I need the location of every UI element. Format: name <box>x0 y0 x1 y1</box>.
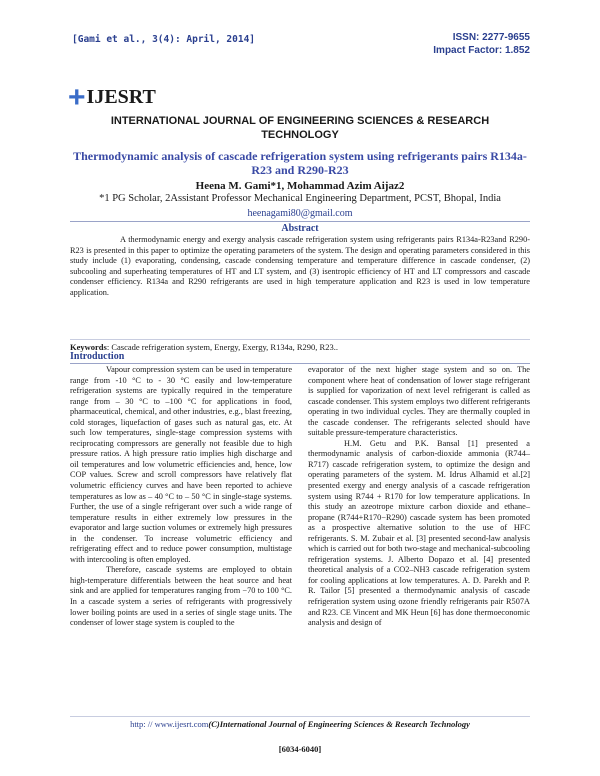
page-range: [6034-6040] <box>278 744 322 754</box>
abstract-section <box>70 221 530 299</box>
journal-title: INTERNATIONAL JOURNAL OF ENGINEERING SCIENCES & RESEARCH TECHNOLOGY <box>110 115 490 141</box>
authors: Heena M. Gami*1, Mohammad Azim Aijaz2 <box>195 180 405 192</box>
abstract-heading: Abstract <box>281 223 319 234</box>
impact-factor: Impact Factor: 1.852 <box>433 45 530 56</box>
issn: ISSN: 2277-9655 <box>452 32 530 43</box>
footer <box>70 716 530 729</box>
logo-name: IJESRT <box>86 86 156 108</box>
footer-text: (C)International Journal of Engineering Sciences & Research Technology <box>208 719 470 729</box>
introduction-heading: Introduction <box>70 351 530 364</box>
issn-block <box>433 31 530 57</box>
paragraph: H.M. Getu and P.K. Bansal [1] presented a thermodynamic analysis of carbon-dioxide ammonia (R744–R717) cascade refrigeration system, to optimize the design and operating parameters of the system. M. Idrus Alhamid et al.[2] presented exergy and energy analysis of a cascade refrigeration system using R744 + R170 for low temperature applications. In this study an azeotrope mixture carbon dioxide and ethane–propane (R744+R170−R290) cascade system has been promoted as a prospective alternative solution to the use of HFC refrigerants. S. M. Zubair et al. [3] presented second-law analysis which is carried out for both two-stage and mechanical-subcooling refrigeration systems. J. Alberto Dopazo et al. [4] presented theoretical analysis of a CO2–NH3 cascade refrigeration system for cooling applications at low temperatures. A. D. Parekh and P. R. Tailor [5] presented a thermodynamic analysis of cascade refrigeration system using ozone friendly refrigerants pair R507A and R23. CE Vincent and MK Heun [6] has done thermoeconomic analysis and design of <box>308 438 530 628</box>
citation-header: [Gami et al., 3(4): April, 2014] <box>72 34 256 45</box>
paragraph: Therefore, cascade systems are employed to obtain high-temperature differentials between the heat source and heat sink and are applied for temperatures ranging from −70 to 100 °C. In a cascade system a series of refrigerants with progressively lower boiling points are used in a series of single stage units. The condenser of lower stage system is coupled to the <box>70 565 292 628</box>
paper-title: Thermodynamic analysis of cascade refrigeration system using refrigerants pairs R134a-R23 and R290-R23 <box>73 149 527 177</box>
plus-icon: + <box>68 80 86 114</box>
keywords-label: Keywords <box>70 342 107 352</box>
abstract-text: A thermodynamic energy and exergy analysis cascade refrigeration system using refrigerants pairs R134a-R23and R290-R23 is presented in this paper to optimize the operating parameters of the system. The design and operating parameters considered in this study include (1) evaporating, condensing, cascade condensing temperature and temperature difference in cascade condenser, (2) subcooling and superheating temperatures of HT and LT system, and (3) isentropic efficiency of HT and LT compressors and cascade condenser efficiency. R134a and R290 refrigerants are used in high temperature application and R23 is used in low temperature application. <box>70 235 530 297</box>
right-column <box>308 365 530 629</box>
footer-url[interactable]: http: // www.ijesrt.com <box>130 719 209 729</box>
keywords-text: : Cascade refrigeration system, Energy, Exergy, R134a, R290, R23.. <box>106 342 338 352</box>
paragraph: Vapour compression system can be used in temperature range from -10 °C to - 30 °C easily and low-temperature refrigeration systems are typically required in the temperature range from – 30 °C to –100 °C for applications in food, pharmaceutical, chemical, and other industries, e.g., blast freezing, cold storages, liquefaction of gases such as natural gas, etc. At such low temperatures, single-stage compression systems with reciprocating compressors are generally not feasible due to high pressure ratios. A high pressure ratio implies high discharge and oil temperatures and low volumetric efficiencies and, hence, low COP values. Screw and scroll compressors have relatively flat volumetric efficiency curves and have been reported to achieve temperatures as low as – 40 °C to – 50 °C in single-stage systems. Further, the use of a single refrigerant over such a wide range of temperature results in either extremely low pressures in the evaporator and large suction volumes or extremely high pressures in the condenser. To increase volumetric efficiency and refrigerating effect and to reduce power consumption, multistage with intercooling is often employed. <box>70 365 292 564</box>
journal-logo <box>68 80 156 114</box>
paragraph: evaporator of the next higher stage system and so on. The component where heat of condensation of lower stage refrigerant is supplied for vaporization of next level refrigerant is called as cascade condenser. This system employs two different refrigerants operating in two individual cycles. They are thermally coupled in the cascade condenser. The refrigerants selected should have suitable pressure-temperature characteristics. <box>308 365 530 438</box>
affiliation: *1 PG Scholar, 2Assistant Professor Mechanical Engineering Department, PCST, Bhopal, India <box>99 193 501 204</box>
author-email[interactable]: heenagami80@gmail.com <box>247 208 353 219</box>
left-column <box>70 365 292 629</box>
